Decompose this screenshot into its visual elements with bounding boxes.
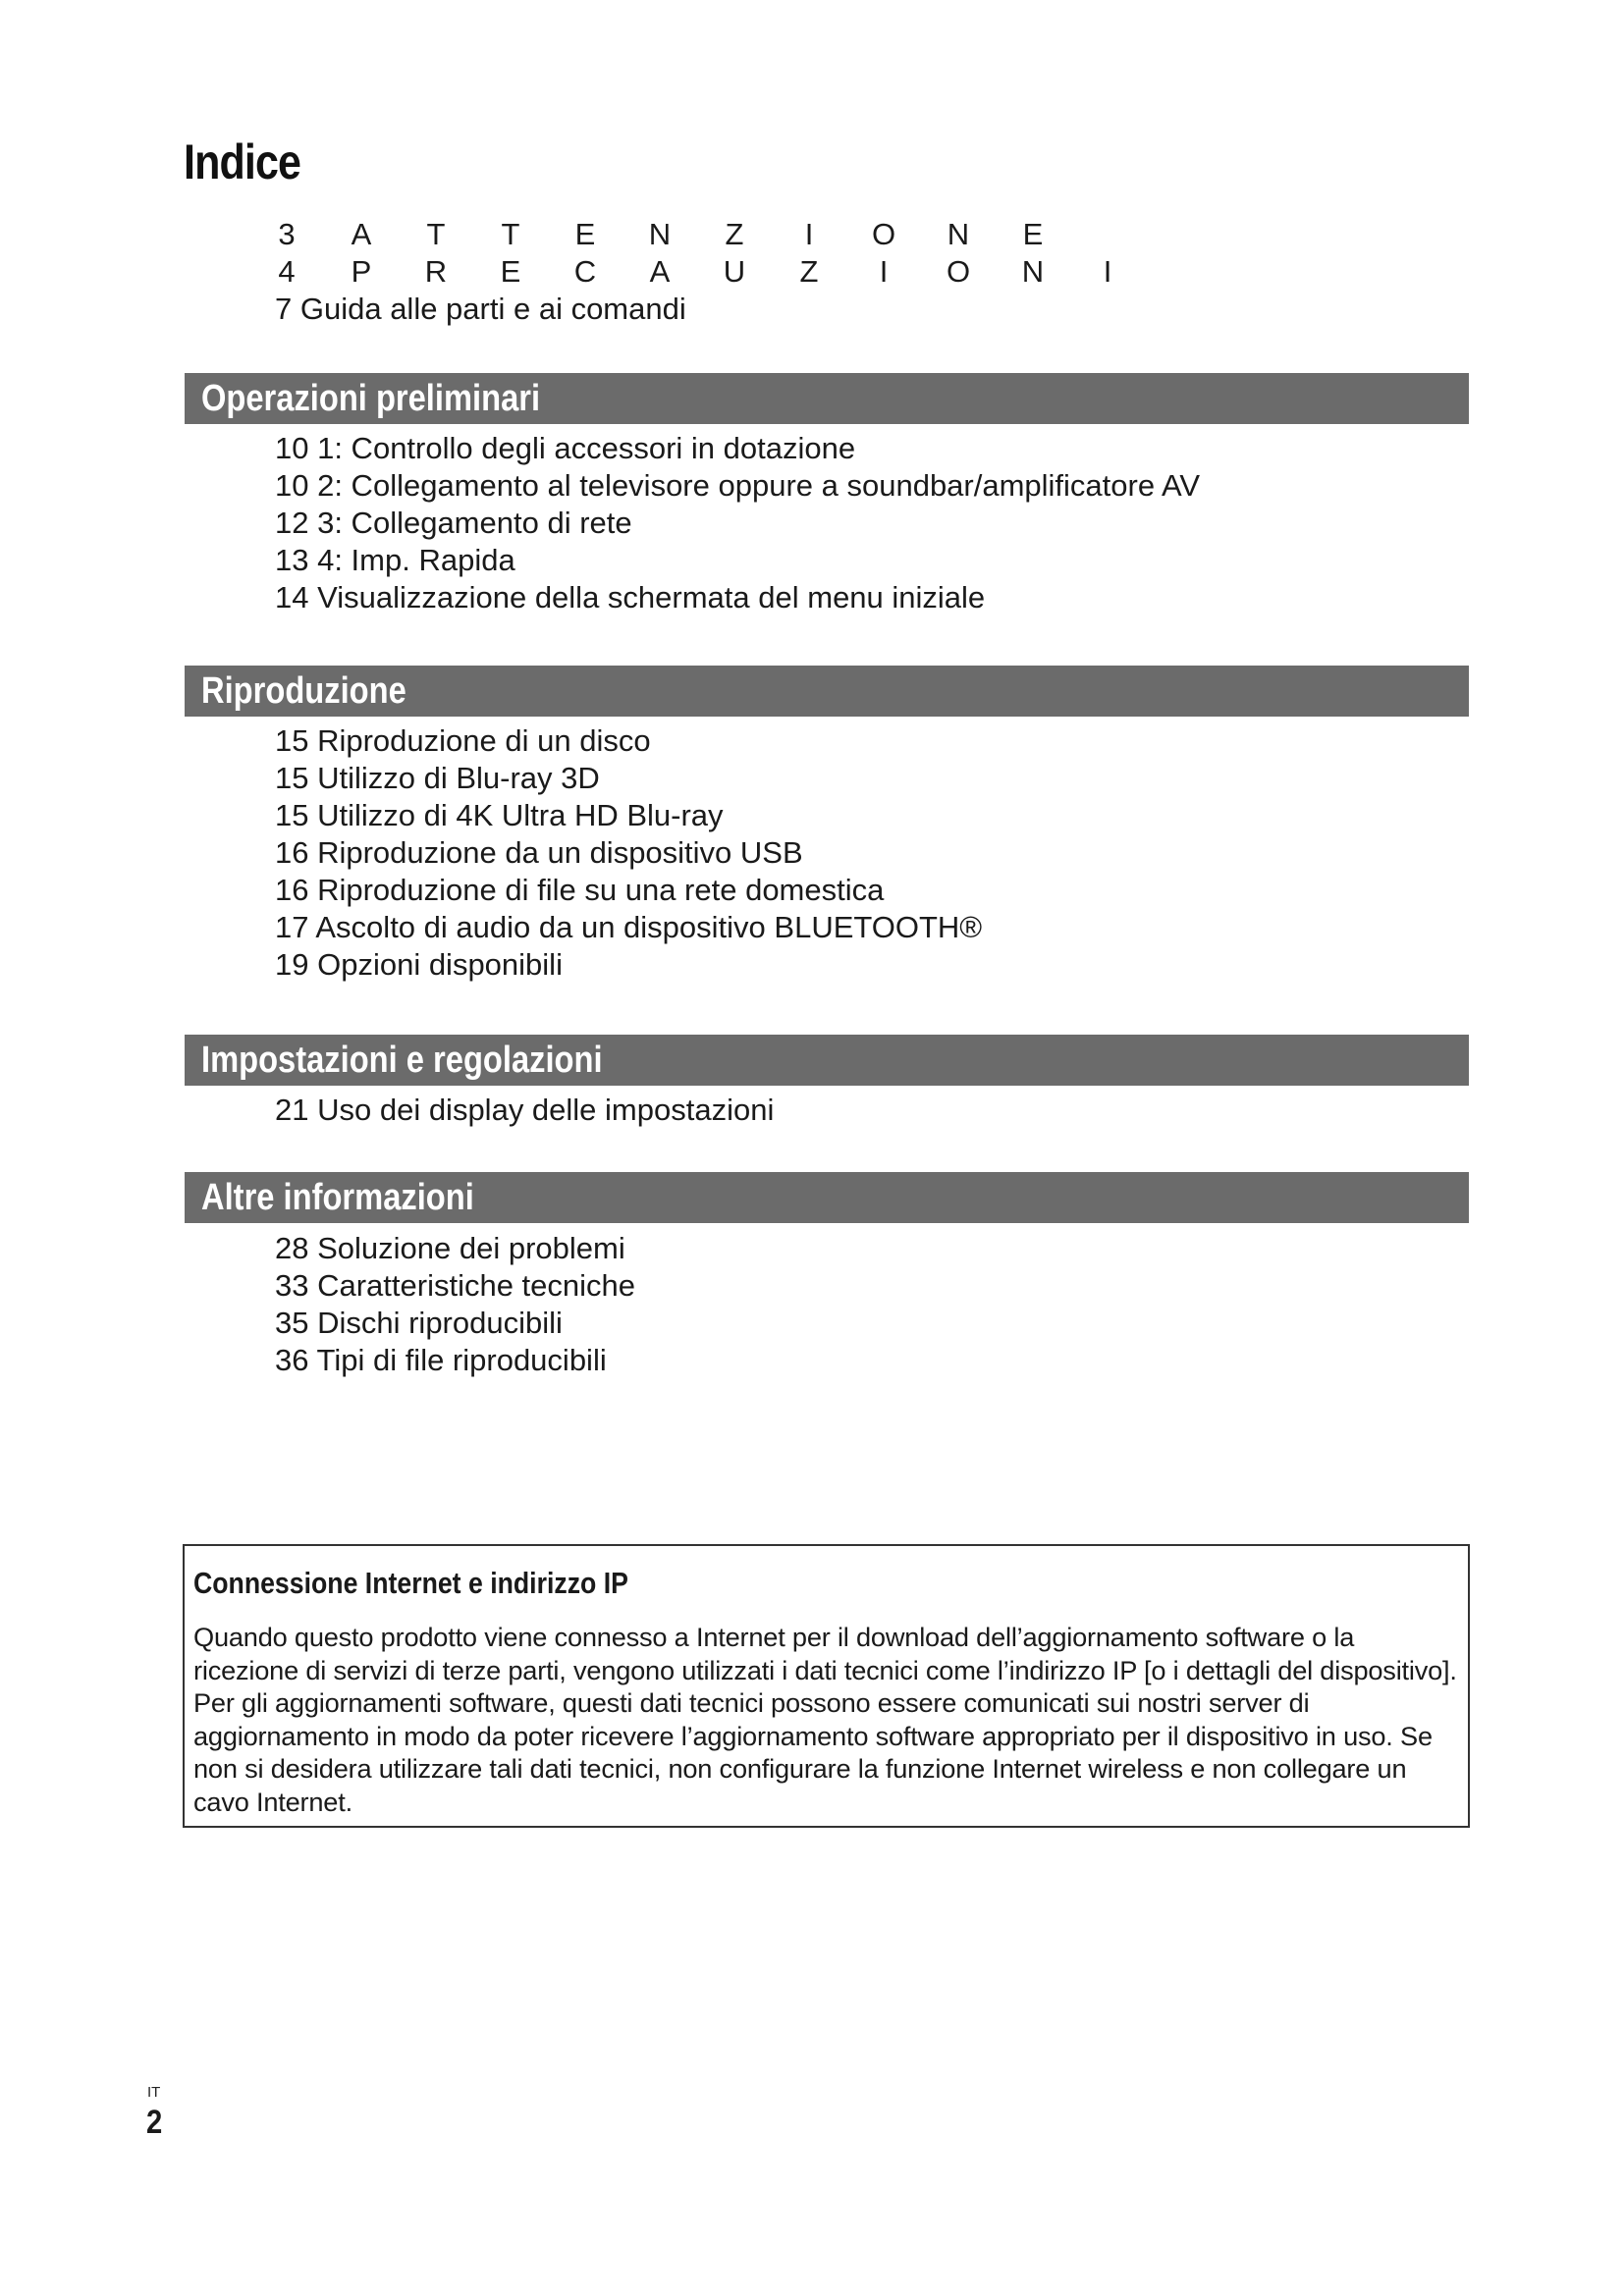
- spaced-entry: 4 P R E C A U Z I O N I: [278, 254, 1112, 289]
- toc-item[interactable]: 28 Soluzione dei problemi: [275, 1231, 625, 1265]
- toc-item[interactable]: 21 Uso dei display delle impostazioni: [275, 1093, 775, 1127]
- toc-list-impostazioni: [275, 1092, 774, 1129]
- toc-item[interactable]: 17 Ascolto di audio da un dispositivo BLUETOOTH®: [275, 910, 983, 944]
- toc-item-guida[interactable]: 7 Guida alle parti e ai comandi: [275, 292, 686, 326]
- toc-item[interactable]: 33 Caratteristiche tecniche: [275, 1268, 636, 1303]
- page-number: 2: [146, 2104, 163, 2141]
- section-title: Riproduzione: [201, 670, 406, 712]
- internet-notice-box: [183, 1544, 1470, 1828]
- toc-item[interactable]: 15 Utilizzo di 4K Ultra HD Blu-ray: [275, 798, 724, 832]
- toc-item[interactable]: 19 Opzioni disponibili: [275, 947, 563, 982]
- section-title: Altre informazioni: [201, 1177, 474, 1218]
- toc-item[interactable]: 15 Utilizzo di Blu-ray 3D: [275, 761, 600, 795]
- toc-item[interactable]: 12 3: Collegamento di rete: [275, 506, 632, 540]
- section-title: Operazioni preliminari: [201, 378, 541, 419]
- toc-item[interactable]: 14 Visualizzazione della schermata del menu iniziale: [275, 580, 986, 614]
- toc-list-riproduzione: [275, 722, 982, 984]
- toc-item-attenzione[interactable]: [275, 216, 1119, 253]
- toc-item[interactable]: 15 Riproduzione di un disco: [275, 723, 651, 758]
- section-header-operazioni: [185, 373, 1469, 424]
- toc-item[interactable]: 10 1: Controllo degli accessori in dotazione: [275, 431, 856, 465]
- notice-title: Connessione Internet e indirizzo IP: [193, 1566, 628, 1600]
- toc-list-altre: [275, 1230, 635, 1379]
- section-header-impostazioni: [185, 1035, 1469, 1086]
- spaced-entry: 3 A T T E N Z I O N E: [278, 217, 1044, 251]
- toc-item[interactable]: 36 Tipi di file riproducibili: [275, 1343, 607, 1377]
- toc-list-operazioni: [275, 430, 1200, 616]
- section-title: Impostazioni e regolazioni: [201, 1040, 603, 1081]
- toc-item[interactable]: 16 Riproduzione di file su una rete domestica: [275, 873, 885, 907]
- section-header-riproduzione: [185, 666, 1469, 717]
- toc-intro-list: [275, 216, 1119, 328]
- toc-item[interactable]: 35 Dischi riproducibili: [275, 1306, 563, 1340]
- toc-item[interactable]: 13 4: Imp. Rapida: [275, 543, 515, 577]
- toc-item[interactable]: 10 2: Collegamento al televisore oppure a soundbar/amplificatore AV: [275, 468, 1201, 503]
- toc-item[interactable]: 16 Riproduzione da un dispositivo USB: [275, 835, 803, 870]
- notice-body: Quando questo prodotto viene connesso a Internet per il download dell’aggiornamento software o la ricezione di servizi di terze parti, vengono utilizzati i dati tecnici come l’indirizzo IP [o i dettagli del dispositivo]. Per gli aggiornamenti software, questi dati tecnici possono essere comunicati sui nostri server di aggiornamento in modo da poter ricevere l’aggiornamento software appropriato per il dispositivo in uso. Se non si desidera utilizzare tali dati tecnici, non configurare la funzione Internet wireless e non collegare un cavo Internet.: [193, 1622, 1457, 1817]
- section-header-altre: [185, 1172, 1469, 1223]
- page-title: Indice: [184, 134, 301, 189]
- toc-item-precauzioni[interactable]: [275, 253, 1119, 291]
- page-language-code: IT: [147, 2084, 161, 2101]
